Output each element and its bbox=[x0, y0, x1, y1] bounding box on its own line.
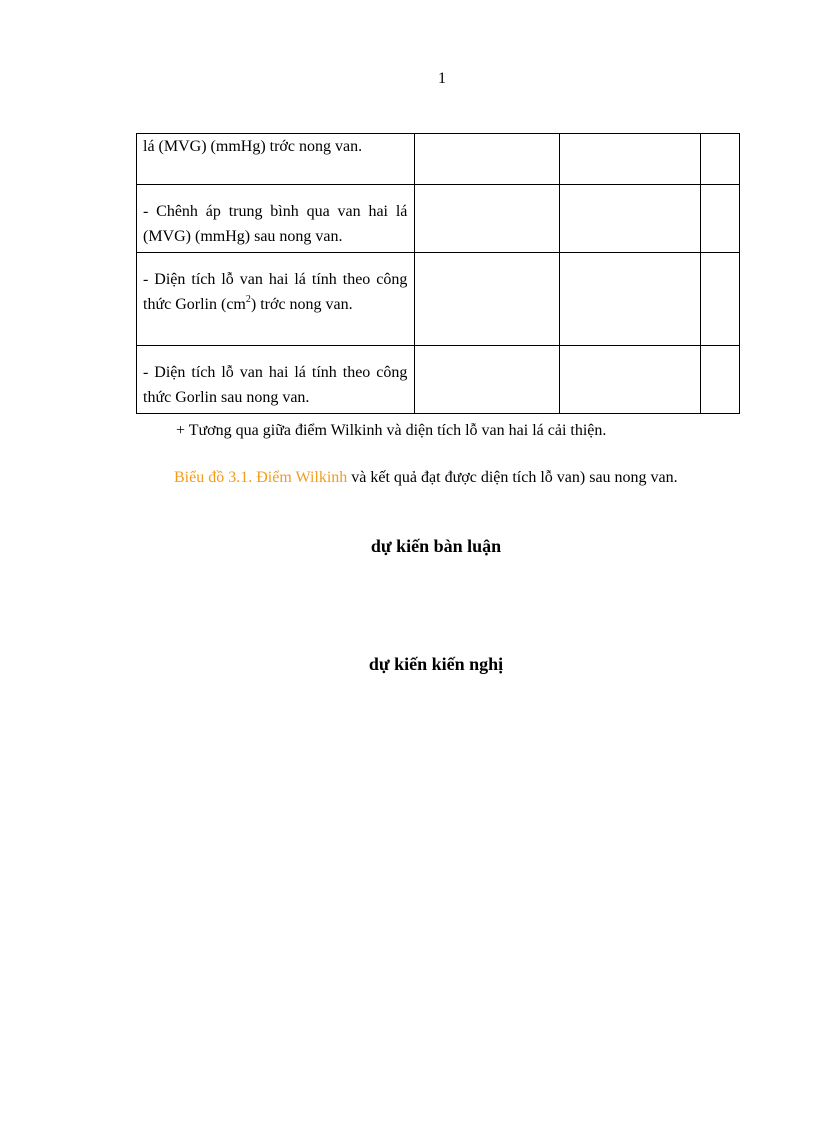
table-cell bbox=[560, 185, 701, 253]
heading-recommendation: dự kiến kiến nghị bbox=[368, 654, 504, 674]
row-label: lá (MVG) (mmHg) trớc nong van. bbox=[143, 138, 363, 155]
page-number: 1 bbox=[438, 70, 446, 87]
heading-discussion: dự kiến bàn luận bbox=[370, 536, 502, 556]
table-row bbox=[137, 134, 740, 185]
table-cell bbox=[415, 185, 560, 253]
table-cell bbox=[700, 253, 739, 346]
table-cell bbox=[560, 346, 701, 414]
row-label: - Chênh áp trung bình qua van hai lá (MVG) (mmHg) sau nong van. bbox=[143, 203, 408, 245]
table-cell bbox=[415, 253, 560, 346]
table-cell bbox=[560, 134, 701, 185]
chart-caption-highlight: Biểu đồ 3.1. Điểm Wilkinh bbox=[174, 469, 348, 486]
table-cell bbox=[700, 134, 739, 185]
table-cell-label bbox=[137, 253, 415, 346]
correlation-line: + Tương qua giữa điểm Wilkinh và diện tích lỗ van hai lá cải thiện. bbox=[176, 422, 607, 439]
table-cell-label bbox=[137, 134, 415, 185]
table-cell-label bbox=[137, 346, 415, 414]
table-cell bbox=[415, 134, 560, 185]
table-row bbox=[137, 253, 740, 346]
row-label bbox=[137, 253, 414, 320]
chart-caption-text: và kết quả đạt được diện tích lỗ van) sau nong van. bbox=[347, 469, 678, 486]
table-cell-label bbox=[137, 185, 415, 253]
row-label-part: ) trớc nong van. bbox=[250, 296, 353, 313]
row-label-part: - Diện tích lỗ van hai lá tính theo công thức Gorlin (cm bbox=[143, 271, 408, 313]
superscript: 2 bbox=[245, 293, 251, 305]
table-cell bbox=[560, 253, 701, 346]
table-cell bbox=[415, 346, 560, 414]
table-cell bbox=[700, 346, 739, 414]
chart-caption bbox=[136, 462, 740, 494]
table-row bbox=[137, 185, 740, 253]
results-table bbox=[136, 133, 740, 414]
table-row bbox=[137, 346, 740, 414]
row-label: - Diện tích lỗ van hai lá tính theo công thức Gorlin sau nong van. bbox=[143, 364, 408, 406]
table-cell bbox=[700, 185, 739, 253]
